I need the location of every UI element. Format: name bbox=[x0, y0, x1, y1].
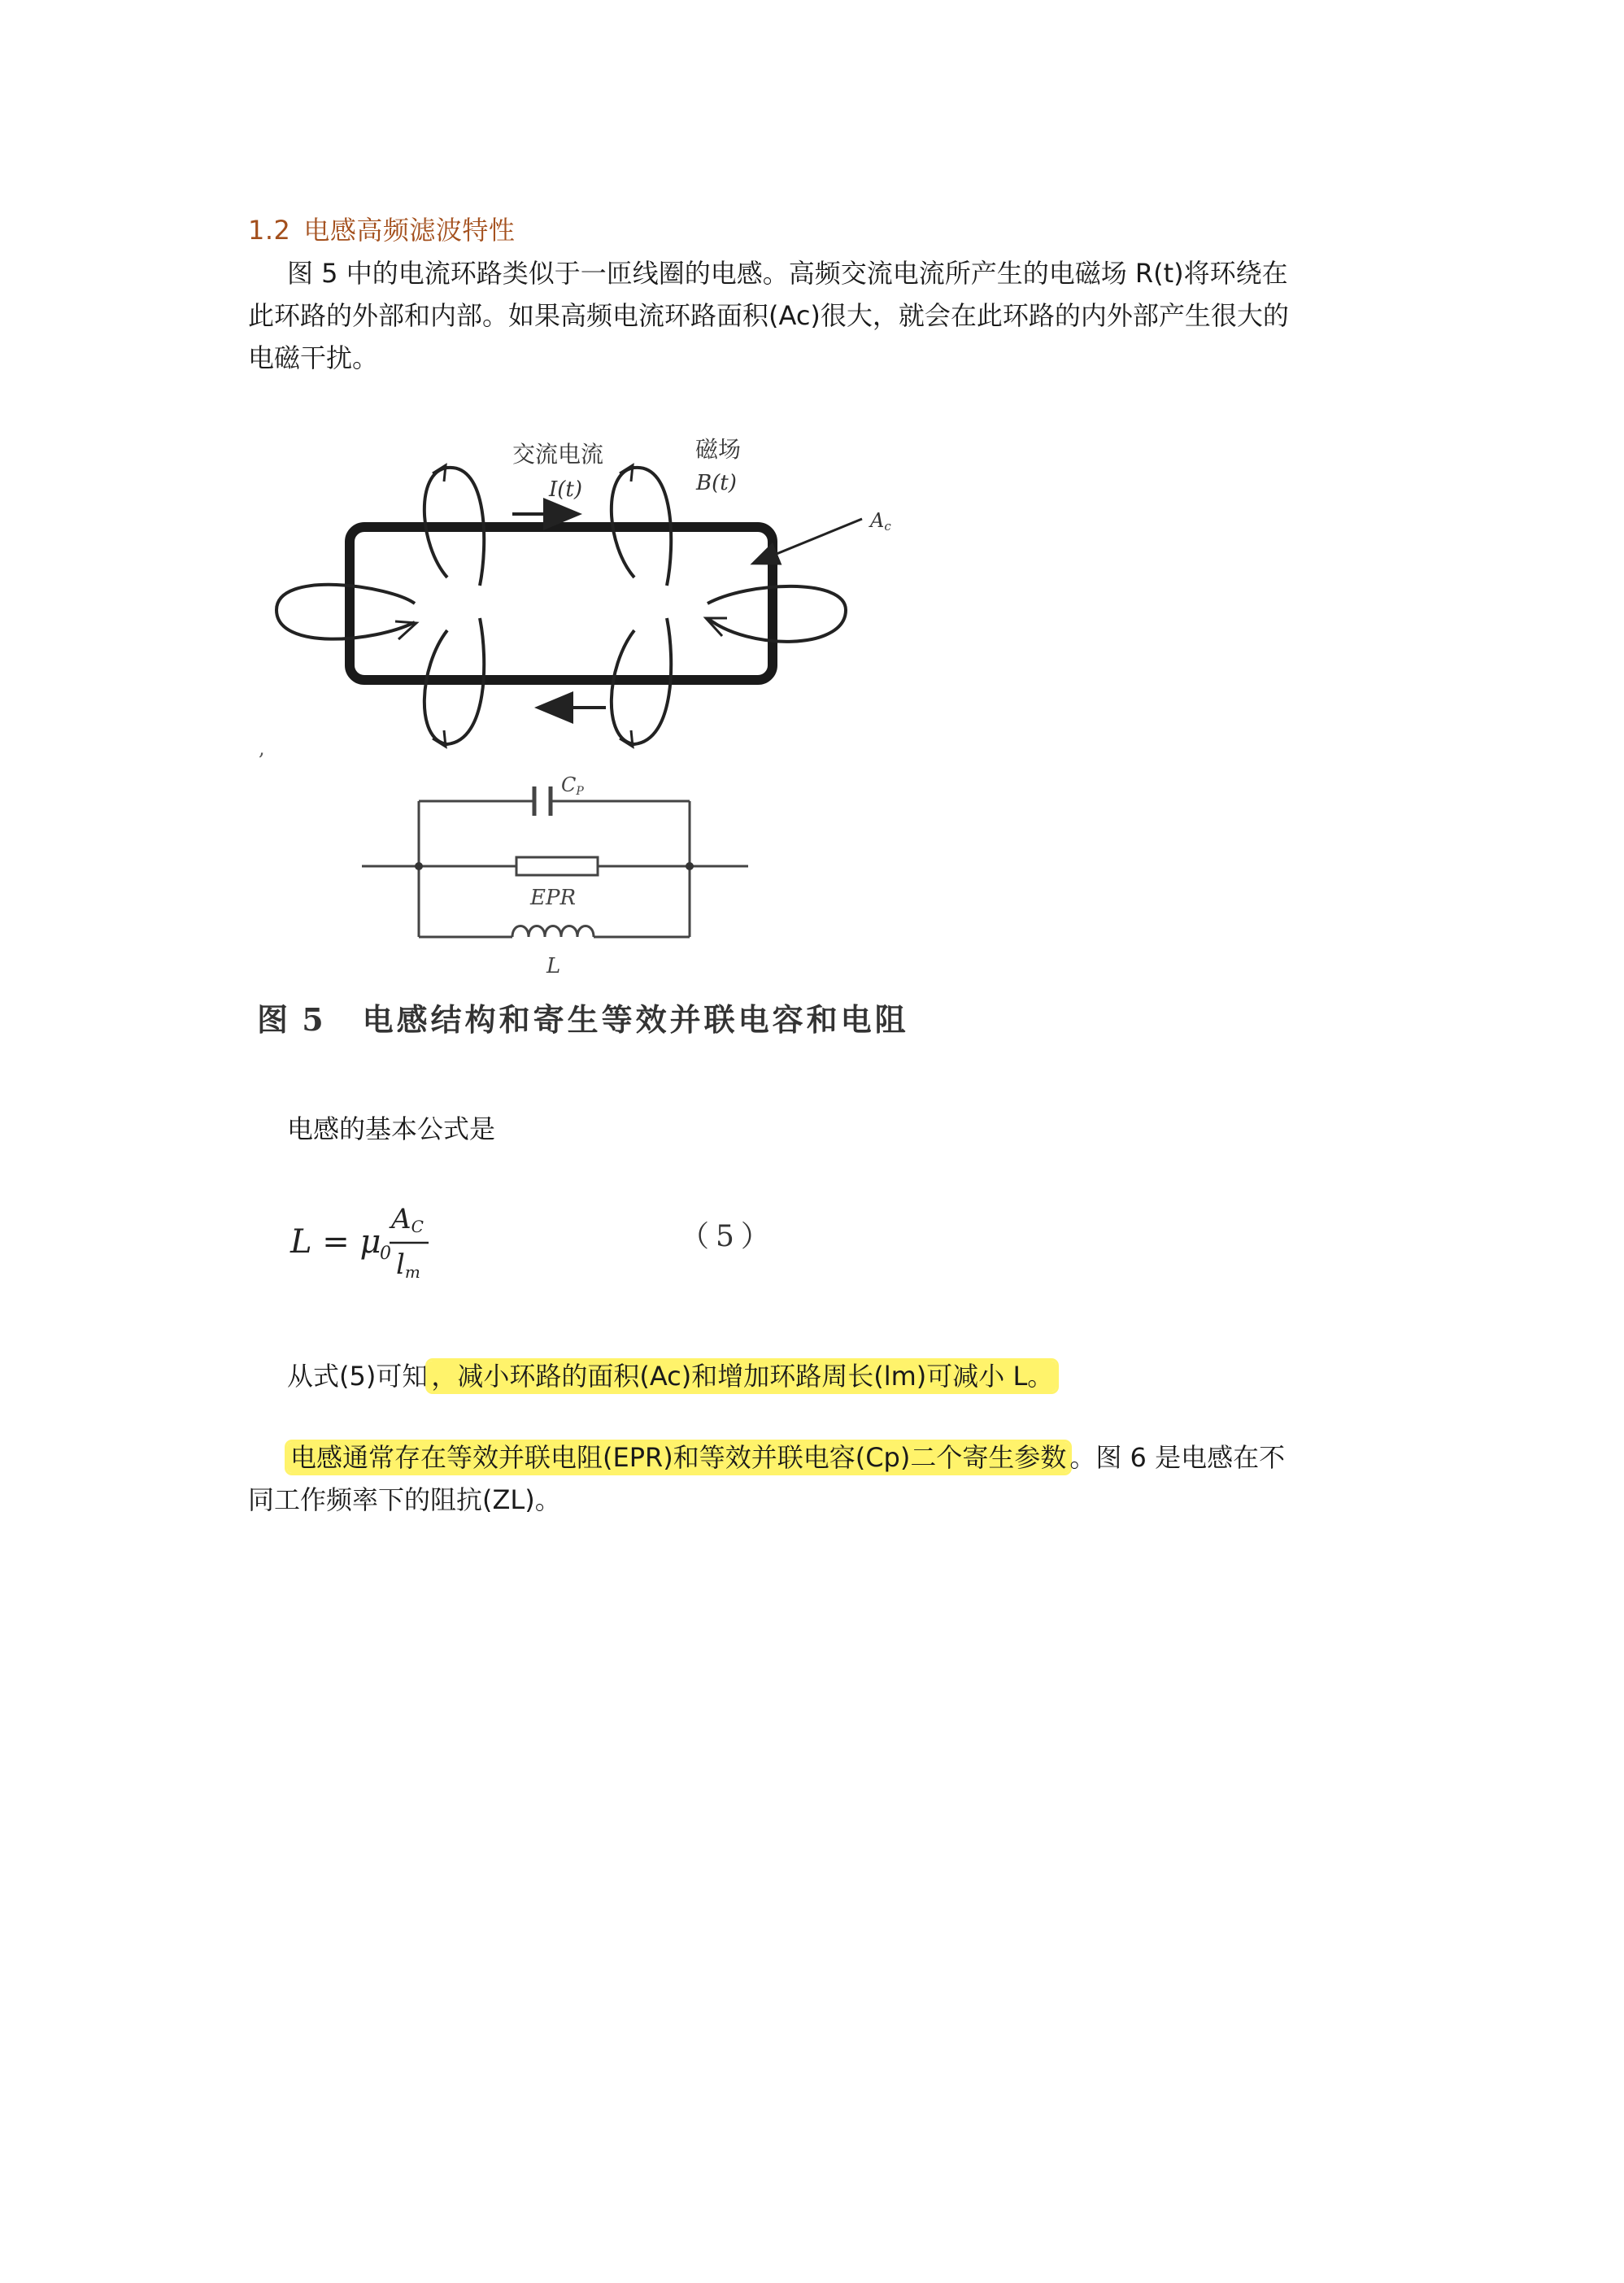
label-field: 磁场 bbox=[695, 436, 742, 463]
label-current: 交流电流 bbox=[512, 441, 604, 468]
figure-number: 图 5 bbox=[257, 1001, 325, 1038]
svg-text:0: 0 bbox=[380, 1244, 391, 1264]
intro-line-1: 图 5 中的电流环路类似于一匝线圈的电感。高频交流电流所产生的电磁场 R(t)将环绕在 bbox=[287, 258, 1288, 289]
label-epr: EPR bbox=[530, 886, 577, 910]
equation-number: （5） bbox=[680, 1220, 777, 1253]
parasitic-line-2: 同工作频率下的阻抗(ZL)。 bbox=[248, 1484, 561, 1515]
equivalent-circuit bbox=[362, 786, 748, 937]
label-l: L bbox=[546, 954, 561, 978]
section-number: 1.2 bbox=[248, 215, 291, 246]
svg-text:,: , bbox=[259, 737, 265, 760]
label-cp: CP bbox=[561, 773, 584, 798]
formula-intro: 电感的基本公式是 bbox=[287, 1113, 496, 1144]
section-title: 电感高频滤波特性 bbox=[303, 215, 516, 246]
intro-line-2: 此环路的外部和内部。如果高频电流环路面积(Ac)很大，就会在此环路的内外部产生很大的 bbox=[248, 300, 1289, 331]
intro-line-3: 电磁干扰。 bbox=[248, 342, 379, 373]
svg-text:lm: lm bbox=[396, 1248, 420, 1282]
conclusion-highlight: ，减小环路的面积(Ac)和增加环路周长(lm)可减小 L。 bbox=[428, 1361, 1056, 1392]
label-area: Ac bbox=[870, 509, 891, 534]
figure-caption bbox=[257, 995, 909, 1039]
parasitic-paragraph bbox=[248, 1436, 1285, 1521]
parasitic-highlight: 电感通常存在等效并联电阻(EPR)和等效并联电容(Cp)二个寄生参数 bbox=[287, 1442, 1069, 1473]
svg-text:AC: AC bbox=[391, 1203, 424, 1236]
conclusion-prefix: 从式(5)可知 bbox=[287, 1361, 429, 1392]
section-heading bbox=[248, 210, 515, 247]
parasitic-rest: 。图 6 是电感在不 bbox=[1069, 1442, 1286, 1473]
conclusion-paragraph bbox=[287, 1355, 1056, 1397]
figure-5-diagram bbox=[244, 423, 943, 984]
label-field-symbol: B(t) bbox=[696, 471, 737, 495]
inductance-formula bbox=[289, 1196, 468, 1285]
figure-caption-text: 电感结构和寄生等效并联电容和电阻 bbox=[362, 1001, 909, 1038]
intro-paragraph bbox=[248, 252, 1289, 379]
label-current-symbol: I(t) bbox=[549, 477, 583, 502]
svg-text:L = μ: L = μ bbox=[290, 1223, 381, 1261]
